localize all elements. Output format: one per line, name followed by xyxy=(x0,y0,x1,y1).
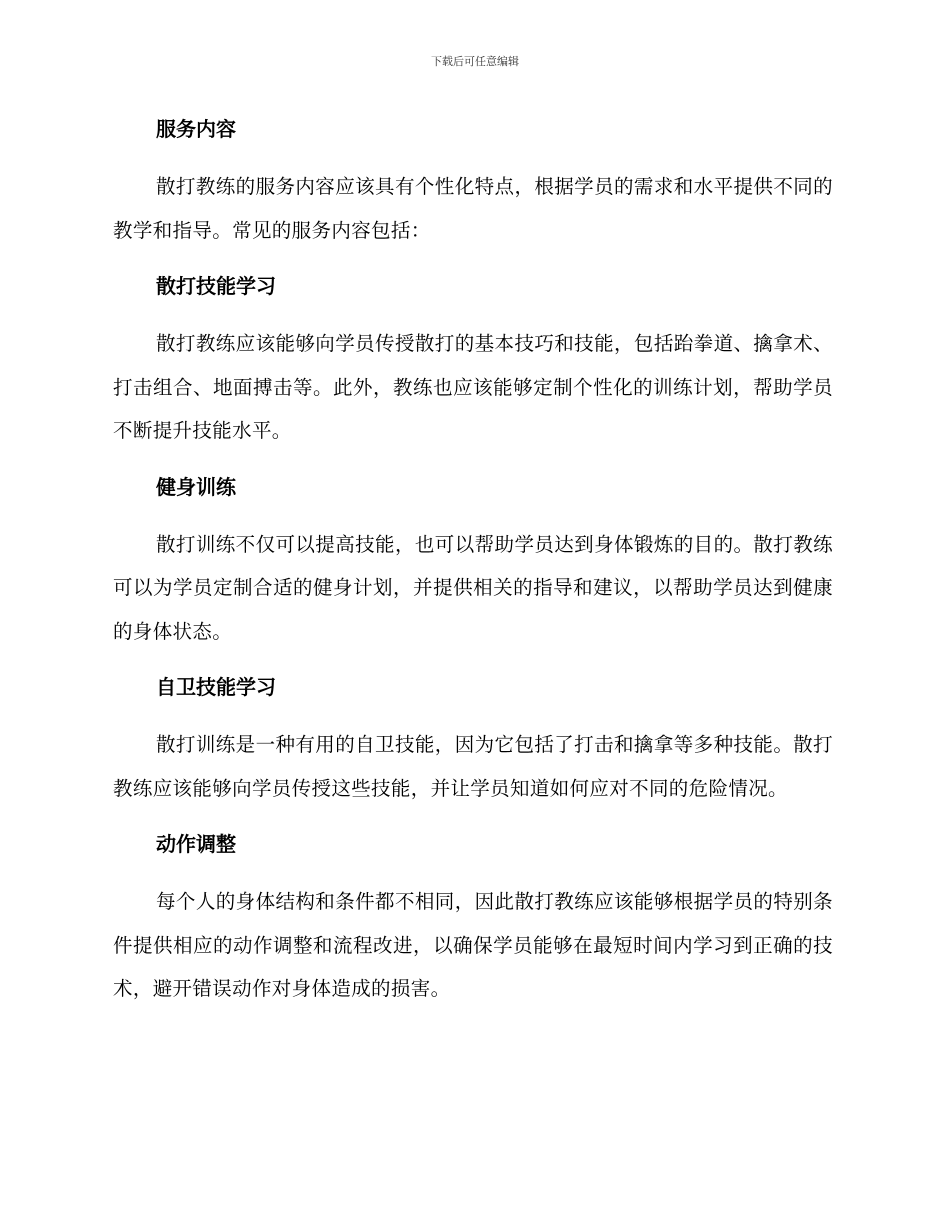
section-heading: 自卫技能学习 xyxy=(156,675,276,699)
section-self-defense xyxy=(113,665,833,810)
page-header: 下载后可任意编辑 xyxy=(431,55,519,68)
section-service-content xyxy=(113,107,833,252)
document-body xyxy=(113,107,833,1011)
section-heading: 健身训练 xyxy=(156,474,236,499)
section-paragraph: 散打训练是一种有用的自卫技能，因为它包括了打击和擒拿等多种技能。散打教练应该能够向学员传授这些技能，并让学员知道如何应对不同的危险情况。 xyxy=(113,733,833,800)
section-heading: 散打技能学习 xyxy=(156,274,276,298)
section-paragraph: 散打训练不仅可以提高技能，也可以帮助学员达到身体锻炼的目的。散打教练可以为学员定制合适的健身计划，并提供相关的指导和建议，以帮助学员达到健康的身体状态。 xyxy=(113,532,833,643)
section-movement-adjustment xyxy=(113,822,833,1011)
section-fitness-training xyxy=(113,465,833,654)
section-paragraph: 散打教练的服务内容应该具有个性化特点，根据学员的需求和水平提供不同的教学和指导。常见的服务内容包括： xyxy=(113,175,833,242)
section-heading: 服务内容 xyxy=(156,117,236,141)
section-skill-learning xyxy=(113,264,833,453)
section-heading: 动作调整 xyxy=(156,832,236,856)
section-paragraph: 散打教练应该能够向学员传授散打的基本技巧和技能，包括跆拳道、擒拿术、打击组合、地面搏击等。此外，教练也应该能够定制个性化的训练计划，帮助学员不断提升技能水平。 xyxy=(113,332,833,442)
section-paragraph: 每个人的身体结构和条件都不相同，因此散打教练应该能够根据学员的特别条件提供相应的动作调整和流程改进，以确保学员能够在最短时间内学习到正确的技术，避开错误动作对身体造成的损害。 xyxy=(113,890,833,1000)
